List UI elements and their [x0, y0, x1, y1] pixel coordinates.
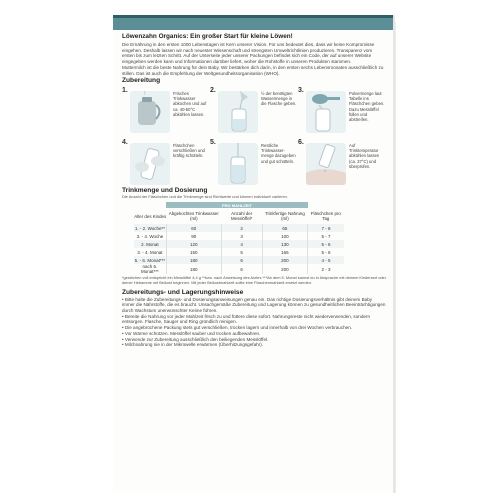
dosage-subtitle: Die Anzahl der Fläschchen und die Trinkmenge sind Richtwerte und können individuell variieren.	[122, 194, 288, 200]
top-color-band	[113, 15, 393, 30]
table-cell: 6	[221, 264, 262, 274]
list-item: • Verwende zur Zubereitung ausschließlich den beiliegenden Messlöffel.	[122, 336, 269, 342]
step-4	[122, 139, 208, 185]
step-text: ½ der benötigten Wassermenge in die Flasche geben.	[261, 91, 297, 107]
preparation-steps	[122, 87, 386, 187]
column-header: Abgekochtes Trinkwasser (ml)	[168, 211, 219, 222]
shake-bottle-icon	[130, 143, 170, 185]
list-item: • Vor Wärme schützen. Messlöffel sauber und trocken aufbewahren.	[122, 330, 261, 336]
step-text: Fläschchen verschließen und kräftig schütteln.	[173, 143, 205, 159]
table-cell: 60	[166, 224, 221, 232]
list-item: • Bereite die Nahrung vor jeder Mahlzeit frisch zu und füttere diese sofort. Nahrungsreste nicht wiederverwenden, sondern entsorgen. Flasche, Sauger und Ring gründlich reinigen.	[122, 313, 371, 325]
table-row	[134, 256, 344, 264]
column-header: Anzahl der Messlöffel*	[230, 211, 253, 222]
step-1	[122, 87, 208, 133]
table-cell: 65	[262, 224, 307, 232]
step-number: 4.	[122, 139, 128, 147]
table-cell: 7 - 8	[308, 224, 344, 232]
list-item: • Bitte halte die Zubereitungs- und Dosierungsanweisungen genau ein. Das richtige Dosierungsverhältnis gibt deinem Baby immer die Nährstoffe, die es braucht. Unsachgemäße Zubereitung und Lagerung können zu gesundheitlichen Beeinträchtigungen durch Wachstum unerwünschter Keime führen.	[122, 296, 386, 314]
table-row	[134, 264, 344, 274]
step-5	[210, 139, 296, 185]
panel-content	[122, 33, 386, 348]
table-cell: 200	[262, 256, 307, 264]
box-side-shadow	[393, 22, 396, 493]
table-cell: 3. - 4. Monat	[137, 249, 163, 255]
bottle-pour-icon	[218, 91, 258, 133]
step-number: 6.	[298, 139, 304, 147]
list-item: • Die angebrochene Packung stets gut verschließen, trocken lagern und innerhalb von drei Wochen verbrauchen.	[122, 325, 353, 331]
column-header: Alter des Kindes	[134, 213, 167, 219]
hints-title: Zubereitungs- und Lagerungshinweise	[122, 288, 244, 296]
group-header: PRO MAHLZEIT	[166, 202, 307, 208]
step-number: 1.	[122, 87, 128, 95]
table-cell: 180	[166, 256, 221, 264]
table-cell: 90	[166, 232, 221, 240]
list-item: • Milchnahrung nie in der Mikrowelle erwärmen (Überhitzungsgefahr).	[122, 342, 264, 348]
step-number: 5.	[210, 139, 216, 147]
step-text: Pulvermenge laut Tabelle ins Fläschchen geben. Dazu Messlöffel füllen und abstreifen.	[349, 91, 385, 122]
table-cell: 5 - 6	[308, 248, 344, 256]
step-number: 3.	[298, 87, 304, 95]
step-2	[210, 87, 296, 133]
wrist-test-icon	[306, 143, 346, 185]
table-cell: 120	[166, 240, 221, 248]
step-3	[298, 87, 384, 133]
table-cell: 4	[221, 240, 262, 248]
table-cell: 200	[262, 264, 307, 274]
table-cell: 2 - 3	[308, 264, 344, 274]
column-header: Fläschchen pro Tag	[310, 211, 341, 222]
table-cell: 5 - 6	[308, 240, 344, 248]
table-cell: 3. - 4. Woche	[136, 233, 164, 239]
dosage-title: Trinkmenge und Dosierung	[122, 187, 208, 195]
table-cell: 5 - 7	[308, 232, 344, 240]
table-row	[134, 240, 344, 248]
bottle-refill-icon	[218, 143, 258, 185]
step-text: Auf Trinktemperatur abkühlen lassen (ca. 37°C) und überprüfen.	[349, 143, 380, 169]
dosage-footnote: *gestrichen voll entspricht ein Messlöffel 4,4 g **bzw. nach Anweisung des Arztes ***Ab dem 5. Monat kannst du in Absprache mit deinem Kinderarzt oder deiner Hebamme mit Beikost beginnen. Mit jeder Beikostmahlzeit sollte eine Flaschenmahlzeit ersetzt werden.	[122, 275, 386, 285]
table-cell: 5. - 6. Monat***	[134, 257, 166, 263]
package-back-panel	[113, 15, 393, 493]
dosage-table	[134, 202, 344, 274]
table-row	[134, 232, 344, 240]
table-cell: 2	[221, 224, 262, 232]
step-text: Restliche Trinkwasser-menge dazugeben und gut schütteln.	[261, 143, 296, 164]
table-cell: 2. Monat	[134, 240, 166, 248]
table-cell: 130	[262, 240, 307, 248]
table-row	[134, 224, 344, 232]
hints-list	[122, 297, 386, 348]
table-cell: 1. - 2. Woche**	[134, 225, 166, 231]
table-cell: 150	[166, 248, 221, 256]
scoop-icon	[306, 91, 346, 133]
table-cell: 6	[221, 256, 262, 264]
table-row	[134, 248, 344, 256]
preparation-title: Zubereitung	[122, 77, 161, 85]
table-cell: 4 - 5	[308, 256, 344, 264]
table-cell: 5	[221, 248, 262, 256]
intro-title: Löwenzahn Organics: Ein großer Start für kleine Löwen!	[122, 33, 293, 40]
table-cell: 180	[166, 264, 221, 274]
step-text: Frisches Trinkwasser abkochen und auf ca. 40-50°C abkühlen lassen.	[173, 91, 207, 117]
kettle-icon	[130, 91, 170, 133]
table-cell: 100	[262, 232, 307, 240]
table-cell: 165	[262, 248, 307, 256]
intro-paragraph-2: Muttermilch ist die beste Nahrung für dein Baby. Wir bestärken dich darin, in den ersten sechs Lebensmonaten ausschließlich zu stillen. Das ist auch die Empfehlung der Weltgesundheitsorganisation (WHO).	[122, 64, 384, 76]
column-header: Trinkfertige Nahrung (ml)	[264, 211, 305, 222]
table-cell: 3	[221, 232, 262, 240]
intro-paragraph-1: Die Ernährung in den ersten 1000 Lebenstagen ist Kern unserer Vision. Für uns bedeutet dies, dass wir keine Kompromisse eingehen. Deshalb lassen wir nach neuester Wissenschaft und strengsten Umweltrichtlinien produzieren. Transparenz vom ersten bis zum letzten Schritt. Auf der Unterseite jeder unserer Packungen befindet sich ein Code, der auf unserer Website eingegeben werden kann und Informationen darüber liefert, woher die Rohstoffe in unseren Produkten stammen.	[122, 42, 375, 65]
step-number: 2.	[210, 87, 216, 95]
table-cell: nach 6. Monat***	[141, 264, 159, 275]
step-6	[298, 139, 384, 185]
